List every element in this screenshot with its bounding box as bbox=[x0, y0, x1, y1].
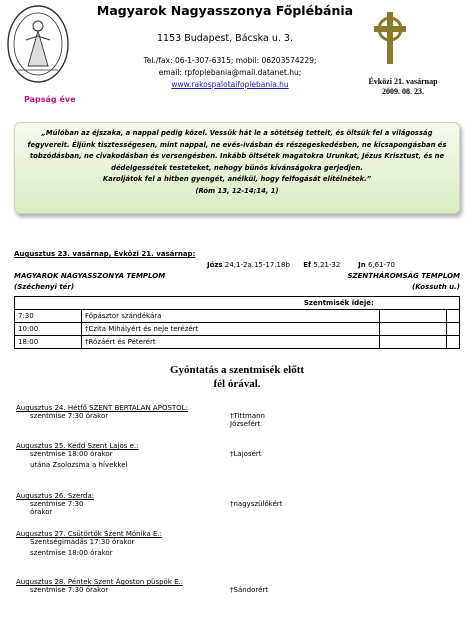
email-line: email: rpfoplebania@mail.datanet.hu; bbox=[158, 68, 302, 77]
table-row bbox=[15, 336, 460, 349]
mass-time: 10:00 bbox=[15, 323, 82, 336]
quote-line: fegyvereit. Éljünk tisztességesen, mint nappal, ne evés-ivásban és részegeskedésben, ne kicsapongásban és bbox=[27, 140, 447, 149]
parish-address: 1153 Budapest, Bácska u. 3. bbox=[157, 33, 293, 44]
weekday-heading: Augusztus 26. Szerda: bbox=[16, 492, 95, 500]
weekday-block bbox=[16, 578, 269, 597]
quote-line: dédelgessétek testeteket, nehogy bűnös kívánságokra gerjedjen. bbox=[111, 163, 363, 172]
service-time: szentmise 7:30 órakor bbox=[30, 412, 109, 420]
left-church-name: MAGYAROK NAGYASSZONYA TEMPLOM bbox=[14, 272, 166, 280]
service-time: utána Zsolozsma a hívekkel bbox=[30, 461, 128, 469]
weekday-heading: Augusztus 28. Péntek Szent Ágoston püspök E.: bbox=[16, 578, 184, 586]
mass-schedule-table bbox=[14, 296, 460, 349]
sunday-info bbox=[348, 77, 458, 97]
mass-intention: Főpásztor szándékára bbox=[82, 310, 380, 323]
weekday-block bbox=[16, 492, 283, 516]
left-church-place: (Széchenyi tér) bbox=[14, 283, 75, 291]
mass-intention: †Rózáért és Péterért bbox=[82, 336, 380, 349]
sunday-name: Évközi 21. vasárnap bbox=[368, 77, 438, 86]
parish-seal-logo bbox=[6, 4, 70, 84]
right-church-place: (Kossuth u.) bbox=[412, 283, 460, 291]
service-intention: †Lajosért bbox=[230, 450, 262, 458]
table-header-row bbox=[15, 297, 460, 310]
weekday-heading: Augusztus 27. Csütörtök Szent Mónika E.: bbox=[16, 530, 163, 538]
table-header: Szentmisék ideje: bbox=[231, 297, 447, 310]
service-time: szentmise 7:30 órakor bbox=[30, 586, 109, 594]
weekday-heading: Augusztus 24. Hétfő SZENT BERTALAN APOSTOL: bbox=[16, 404, 188, 412]
phone-line: Tel./fax: 06-1-307-6315; mobil: 06203574229; bbox=[143, 56, 317, 65]
mass-time: 7:30 bbox=[15, 310, 82, 323]
mass-time: 18:00 bbox=[15, 336, 82, 349]
reading-ref: 5,21-32 bbox=[313, 261, 341, 269]
celtic-cross-icon bbox=[368, 10, 412, 66]
contact-block bbox=[120, 55, 340, 91]
confession-line: Gyóntatás a szentmisék előtt bbox=[169, 364, 305, 376]
service-time: szentmise 18:00 órakor bbox=[30, 450, 113, 458]
table-row bbox=[15, 310, 460, 323]
confession-line: fél órával. bbox=[213, 378, 261, 390]
service-intention: †Tittmann Józsefért bbox=[230, 412, 265, 428]
reading-label: Józs bbox=[207, 261, 223, 269]
priest-year-label: Papság éve bbox=[24, 95, 76, 104]
scripture-quote-box bbox=[14, 122, 460, 214]
readings-heading: Augusztus 23. vasárnap, Évközi 21. vasárnap: bbox=[14, 250, 196, 258]
mass-intention: †Czita Mihályért és neje terézért bbox=[82, 323, 380, 336]
quote-line: Karoljátok fel a hitben gyengét, anélkül, hogy felfogását elítélnétek.” bbox=[102, 175, 372, 184]
quote-reference: (Róm 13, 12-14;14, 1) bbox=[195, 186, 279, 195]
sunday-date: 2009. 08. 23. bbox=[382, 87, 424, 96]
weekday-block bbox=[16, 442, 262, 472]
service-intention: †nagyszülőkért bbox=[230, 500, 283, 508]
service-time: Szentségimádás 17:30 órakor bbox=[30, 538, 135, 546]
confession-note bbox=[14, 363, 460, 391]
right-church-name: SZENTHÁROMSÁG TEMPLOM bbox=[347, 272, 460, 280]
weekday-block bbox=[16, 404, 265, 428]
table-row bbox=[15, 323, 460, 336]
readings-list bbox=[207, 261, 395, 269]
service-intention: †Sándorért bbox=[230, 586, 269, 594]
weekday-block bbox=[16, 530, 162, 560]
reading-ref: 6,61-70 bbox=[367, 261, 396, 269]
reading-label: Jn bbox=[358, 261, 366, 269]
service-time: szentmise 18:00 órakor bbox=[30, 549, 113, 557]
weekday-heading: Augusztus 25. Kedd Szent Lajos e.: bbox=[16, 442, 139, 450]
website-link[interactable]: www.rakospalotaifoplebania.hu bbox=[171, 80, 289, 89]
quote-line: „Múlóban az éjszaka, a nappal pedig közel. Vessük hát le a sötétség tetteit, és öltsük fel a világosság bbox=[41, 129, 433, 137]
parish-title: Magyarok Nagyasszonya Főplébánia bbox=[96, 3, 354, 18]
quote-line: tobzódásban, ne civakodásban és versengésben. Inkább öltsétek magatokra Urunkat, Jézus Krisztust, és ne bbox=[29, 152, 445, 161]
reading-label: Ef bbox=[303, 261, 312, 269]
service-time: szentmise 7:30 órakor bbox=[30, 500, 84, 516]
reading-ref: 24,1-2a.15-17.18b bbox=[224, 261, 290, 269]
